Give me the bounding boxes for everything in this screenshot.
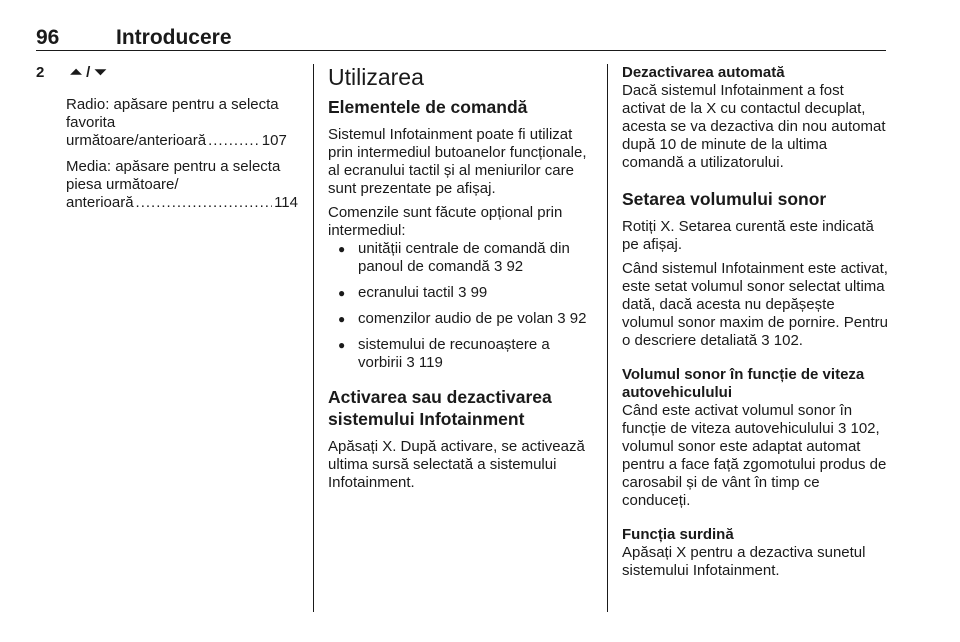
page-ref: 3 92 bbox=[493, 258, 524, 275]
column-2 bbox=[328, 64, 594, 492]
column-divider-right bbox=[607, 64, 608, 612]
usage-title: Utilizarea bbox=[328, 64, 424, 90]
radio-description bbox=[66, 96, 298, 150]
mute-heading: Funcția surdină bbox=[622, 526, 734, 543]
column-divider-left bbox=[313, 64, 314, 612]
volume-text: Rotiți X. Setarea curentă este indicată pe afișaj. bbox=[622, 218, 874, 253]
media-toc-entry bbox=[66, 194, 298, 212]
radio-toc-dots: .......... bbox=[208, 132, 260, 149]
options-intro: Comenzile sunt făcute opțional prin intermediul: bbox=[328, 204, 563, 239]
speed-volume-text: Când este activat volumul sonor în funcție de viteza autovehiculului 3 102, volumul sonor este adaptat automat pentru a face față zgomotului produs de carosabil și de vânt în timp ce conduceți. bbox=[622, 402, 887, 509]
volume-heading: Setarea volumului sonor bbox=[622, 189, 827, 209]
radio-toc-label: următoare/anterioară bbox=[66, 132, 207, 149]
header-rule bbox=[36, 50, 886, 51]
section-title: Introducere bbox=[116, 26, 232, 49]
media-toc-dots bbox=[136, 194, 273, 212]
auto-off-heading: Dezactivarea automată bbox=[622, 64, 785, 81]
list-item: ● sistemului de recunoaștere a vorbirii 3 119 bbox=[328, 336, 594, 372]
control-key-line bbox=[36, 64, 298, 86]
media-page-ref: 114 bbox=[274, 194, 298, 211]
page-ref: 3 92 bbox=[557, 310, 587, 327]
control-options-list bbox=[328, 240, 594, 372]
media-description bbox=[66, 158, 298, 212]
radio-text: Radio: apăsare pentru a selecta favorita bbox=[66, 96, 279, 131]
media-text: Media: apăsare pentru a selecta piesa următoare/ bbox=[66, 158, 281, 193]
radio-page-ref: 107 bbox=[261, 132, 287, 149]
list-item: ● ecranului tactil 3 99 bbox=[328, 284, 594, 302]
speed-volume-heading: Volumul sonor în funcție de viteza autovehiculului bbox=[622, 366, 865, 401]
controls-intro: Sistemul Infotainment poate fi utilizat prin intermediul butoanelor funcționale, al ecranului tactil și al meniurilor care sunt prezentate pe afișaj. bbox=[328, 126, 587, 197]
column-3 bbox=[622, 64, 890, 580]
auto-off-text: Dacă sistemul Infotainment a fost activat de la X cu contactul decuplat, acesta se va dezactiva din nou automat după 10 de minute de la ultima comandă a utilizatorului. bbox=[622, 82, 886, 171]
mute-text: Apăsați X pentru a dezactiva sunetul sistemului Infotainment. bbox=[622, 544, 866, 579]
page-ref: 3 99 bbox=[458, 284, 488, 301]
activation-heading: Activarea sau dezactivarea sistemului Infotainment bbox=[328, 387, 552, 429]
media-toc-label: anterioară bbox=[66, 194, 134, 211]
column-1 bbox=[36, 64, 298, 212]
page-ref: 3 119 bbox=[406, 354, 443, 371]
control-number: 2 bbox=[36, 64, 45, 81]
activation-text: Apăsați X. După activare, se activează ultima sursă selectată a sistemului Infotainment. bbox=[328, 438, 585, 491]
volume-text-2: Când sistemul Infotainment este activat, este setat volumul sonor selectat ultima dată, dacă acesta nu depășește volumul sonor maxim de pornire. Pentru o descriere detaliată 3 102. bbox=[622, 260, 888, 349]
radio-toc-entry bbox=[66, 132, 298, 150]
list-item: ● unității centrale de comandă din panoul de comandă 3 92 bbox=[328, 240, 594, 276]
page-number: 96 bbox=[36, 26, 60, 49]
controls-subtitle: Elementele de comandă bbox=[328, 97, 528, 117]
seek-up-down-icon: ⏶ / ⏷ bbox=[70, 64, 107, 81]
list-item: ● comenzilor audio de pe volan 3 92 bbox=[328, 310, 594, 328]
